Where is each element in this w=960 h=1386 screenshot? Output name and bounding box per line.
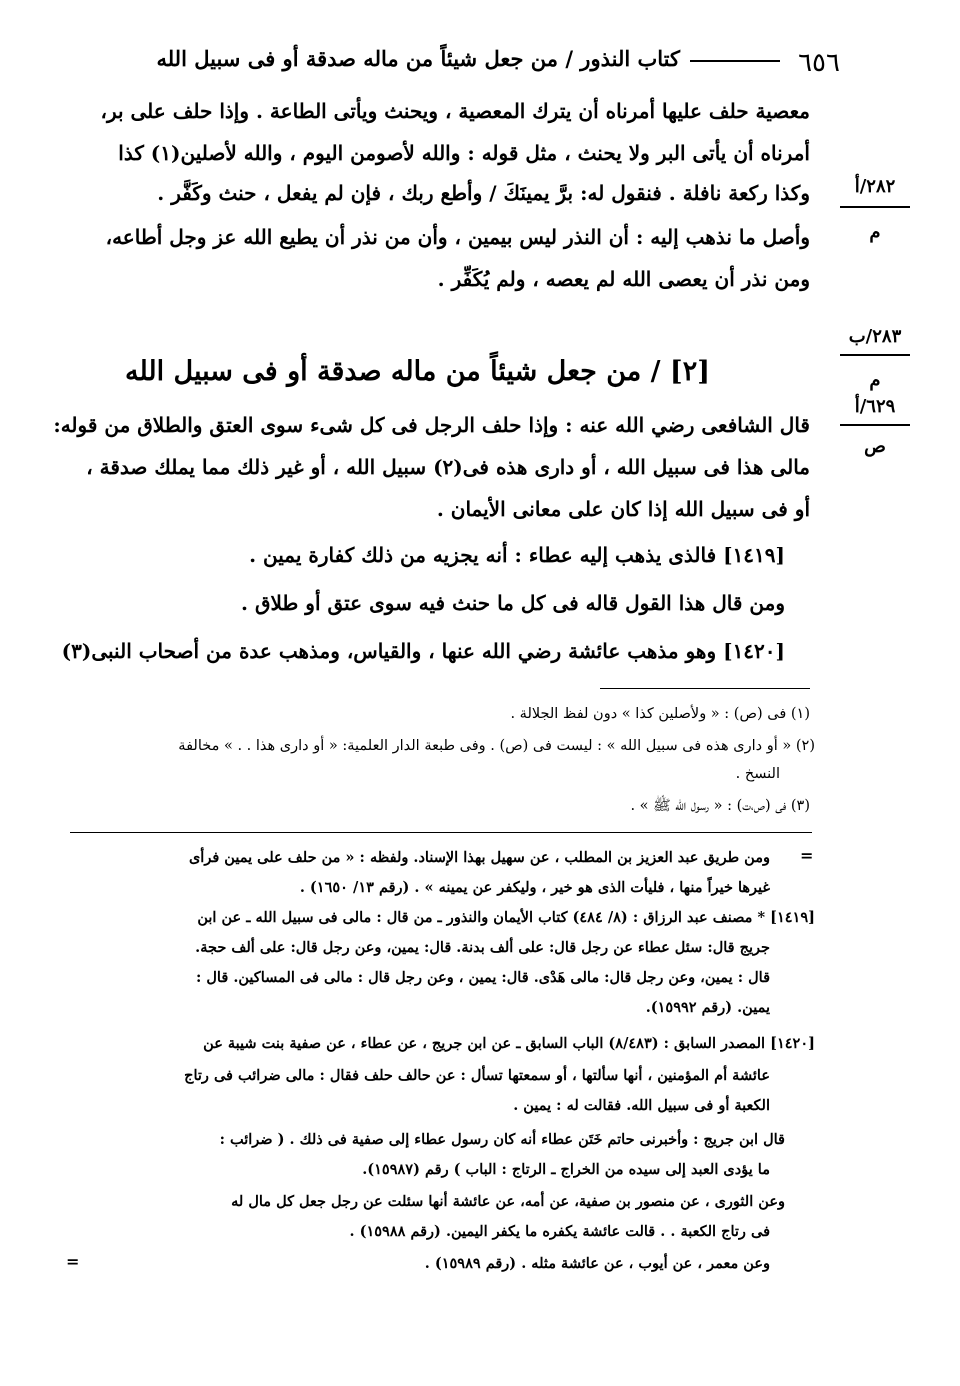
margin-ref-folio: ٦٢٩/أ bbox=[854, 396, 896, 417]
page-number: ٦٥٦ bbox=[798, 48, 840, 78]
takhrij-line: [١٤١٩] * مصنف عبد الرزاق : (٨/ ٤٨٤) كتاب الأيمان والنذور ـ من قال : مالى فى سبيل الله ـ عن ابن bbox=[197, 909, 815, 926]
takhrij-line: غيرها خيراً منها ، فليأت الذى هو خير ، وليكفر عن يمينه » . (رقم ١٣/ ١٦٥٠) . bbox=[299, 879, 770, 896]
margin-ref-folio: ٢٨٢/أ bbox=[854, 176, 896, 197]
margin-rule bbox=[840, 424, 910, 426]
takhrij-line: قال ابن جريج : وأخبرنى حاتم خَتَن عطاء أنه كان رسول عطاء إلى صفية فى ذلك . ( ضرائب : bbox=[219, 1131, 785, 1148]
takhrij-line: يمين. (رقم ١٥٩٩٢). bbox=[645, 999, 770, 1016]
body-line: معصية حلف عليها أمرناه أن يترك المعصية ، ويحنث ويأتى الطاعة . وإذا حلف على بر، bbox=[100, 99, 810, 123]
body-line: وأصل ما نذهب إليه : أن النذر ليس بيمين ، وأن من نذر أن يطيع الله عز وجل أطاعه، bbox=[105, 225, 810, 249]
margin-ref-manuscript: م bbox=[869, 222, 881, 243]
section-line: أو فى سبيل الله إذا كان على معانى الأيمان . bbox=[436, 497, 810, 521]
takhrij-line: فى رتاج الكعبة . . قالت عائشة يكفره ما يكفر اليمين. (رقم ١٥٩٨٨) . bbox=[349, 1223, 770, 1240]
running-title: كتاب النذور / من جعل شيئاً من ماله صدقة أو فى سبيل الله bbox=[156, 46, 680, 71]
margin-rule bbox=[840, 206, 910, 208]
page-header bbox=[70, 42, 850, 82]
margin-ref-folio: ٢٨٣/ب bbox=[848, 326, 902, 347]
takhrij-line: ومن طريق عبد العزيز بن المطلب ، عن سهيل بهذا الإسناد. ولفظه : « من حلف على يمين فرأى bbox=[188, 849, 770, 866]
footnote: (٢) « أو دارى هذه فى سبيل الله » : ليست فى (ص) . وفى طبعة الدار العلمية: « أو دارى هذا . . » مخالفة bbox=[178, 738, 815, 754]
footnote-separator bbox=[600, 688, 810, 689]
end-mark: = bbox=[66, 1252, 80, 1271]
header-rule bbox=[690, 60, 780, 62]
section-line: [١٤١٩] فالذى يذهب إليه عطاء : أنه يجزيه من ذلك كفارة يمين . bbox=[249, 543, 785, 567]
footnote: (١) فى (ص) : « ولأصلين كذا » دون لفظ الجلالة . bbox=[510, 706, 810, 722]
takhrij-line: الكعبة أو فى سبيل الله. فقالت له : يمين . bbox=[513, 1097, 770, 1114]
takhrij-line: ما يؤدى العبد إلى سيده من الخراج ـ الرتاج : الباب ) رقم (١٥٩٨٧). bbox=[362, 1161, 770, 1178]
body-line: ومن نذر أن يعصى الله لم يعصه ، ولم يُكَفِّر . bbox=[437, 267, 810, 291]
takhrij-line: عائشة أم المؤمنين ، أنها سألتها ، أو سمعتها تسأل : عن حالف حلف فقال : مالى ضرائب فى رتاج bbox=[184, 1067, 770, 1084]
section-line: ومن قال هذا القول قاله فى كل ما حنث فيه سوى عتق أو طلاق . bbox=[241, 591, 785, 615]
body-line: أمرناه أن يأتى البر ولا يحنث ، مثل قوله : والله لأصومن اليوم ، والله لأصلين(١) كذا bbox=[118, 141, 810, 165]
margin-rule bbox=[840, 354, 910, 356]
takhrij-line: وعن الثورى ، عن منصور بن صفية، عن أمه، عن عائشة أنها سئلت عن رجل جعل كل مال له bbox=[231, 1193, 785, 1210]
takhrij-separator bbox=[70, 832, 812, 833]
takhrij-line: [١٤٢٠] المصدر السابق : (٨/٤٨٣) الباب السابق ـ عن ابن جريج ، عن عطاء ، عن صفية بنت شيبة عن bbox=[203, 1035, 815, 1052]
section-line: [١٤٢٠] وهو مذهب عائشة رضي الله عنها ، والقياس، ومذهب عدة من أصحاب النبى(٣) bbox=[61, 639, 785, 663]
footnote: النسخ . bbox=[735, 766, 780, 782]
continuation-mark: = bbox=[800, 846, 814, 865]
takhrij-line: وعن معمر ، عن أيوب ، عن عائشة مثله . (رقم ١٥٩٨٩) . bbox=[424, 1255, 770, 1272]
margin-ref-manuscript: ص bbox=[864, 436, 886, 457]
margin-ref-manuscript: م bbox=[869, 370, 881, 391]
section-line: مالى هذا فى سبيل الله ، أو دارى هذه فى(٢) سبيل الله ، أو غير ذلك مما يملك صدقة ، bbox=[86, 455, 810, 479]
section-title: [٢] / من جعل شيئاً من ماله صدقة أو فى سبيل الله bbox=[124, 356, 710, 387]
body-line: وكذا ركعة نافلة . فنقول له: برَّ يمينَكَ / وأطع ربك ، فإن لم يفعل ، حنث وكَفَّر . bbox=[157, 181, 810, 205]
takhrij-line: قال : يمين، وعن رجل قال: مالى هَدْى. قال: يمين ، وعن رجل قال : مالى فى المساكين. قال : bbox=[196, 969, 770, 986]
section-line: قال الشافعى رضي الله عنه : وإذا حلف الرجل فى كل شىء سوى العتق والطلاق من قوله: bbox=[53, 413, 810, 437]
footnote: (٣) فى (ص،ت) : « رسول الله ﷺ » . bbox=[630, 798, 810, 814]
takhrij-line: جريج قال: سئل عطاء عن رجل قال: على ألف بدنة. قال: يمين، وعن رجل قال: على ألف حجة. bbox=[195, 939, 770, 956]
